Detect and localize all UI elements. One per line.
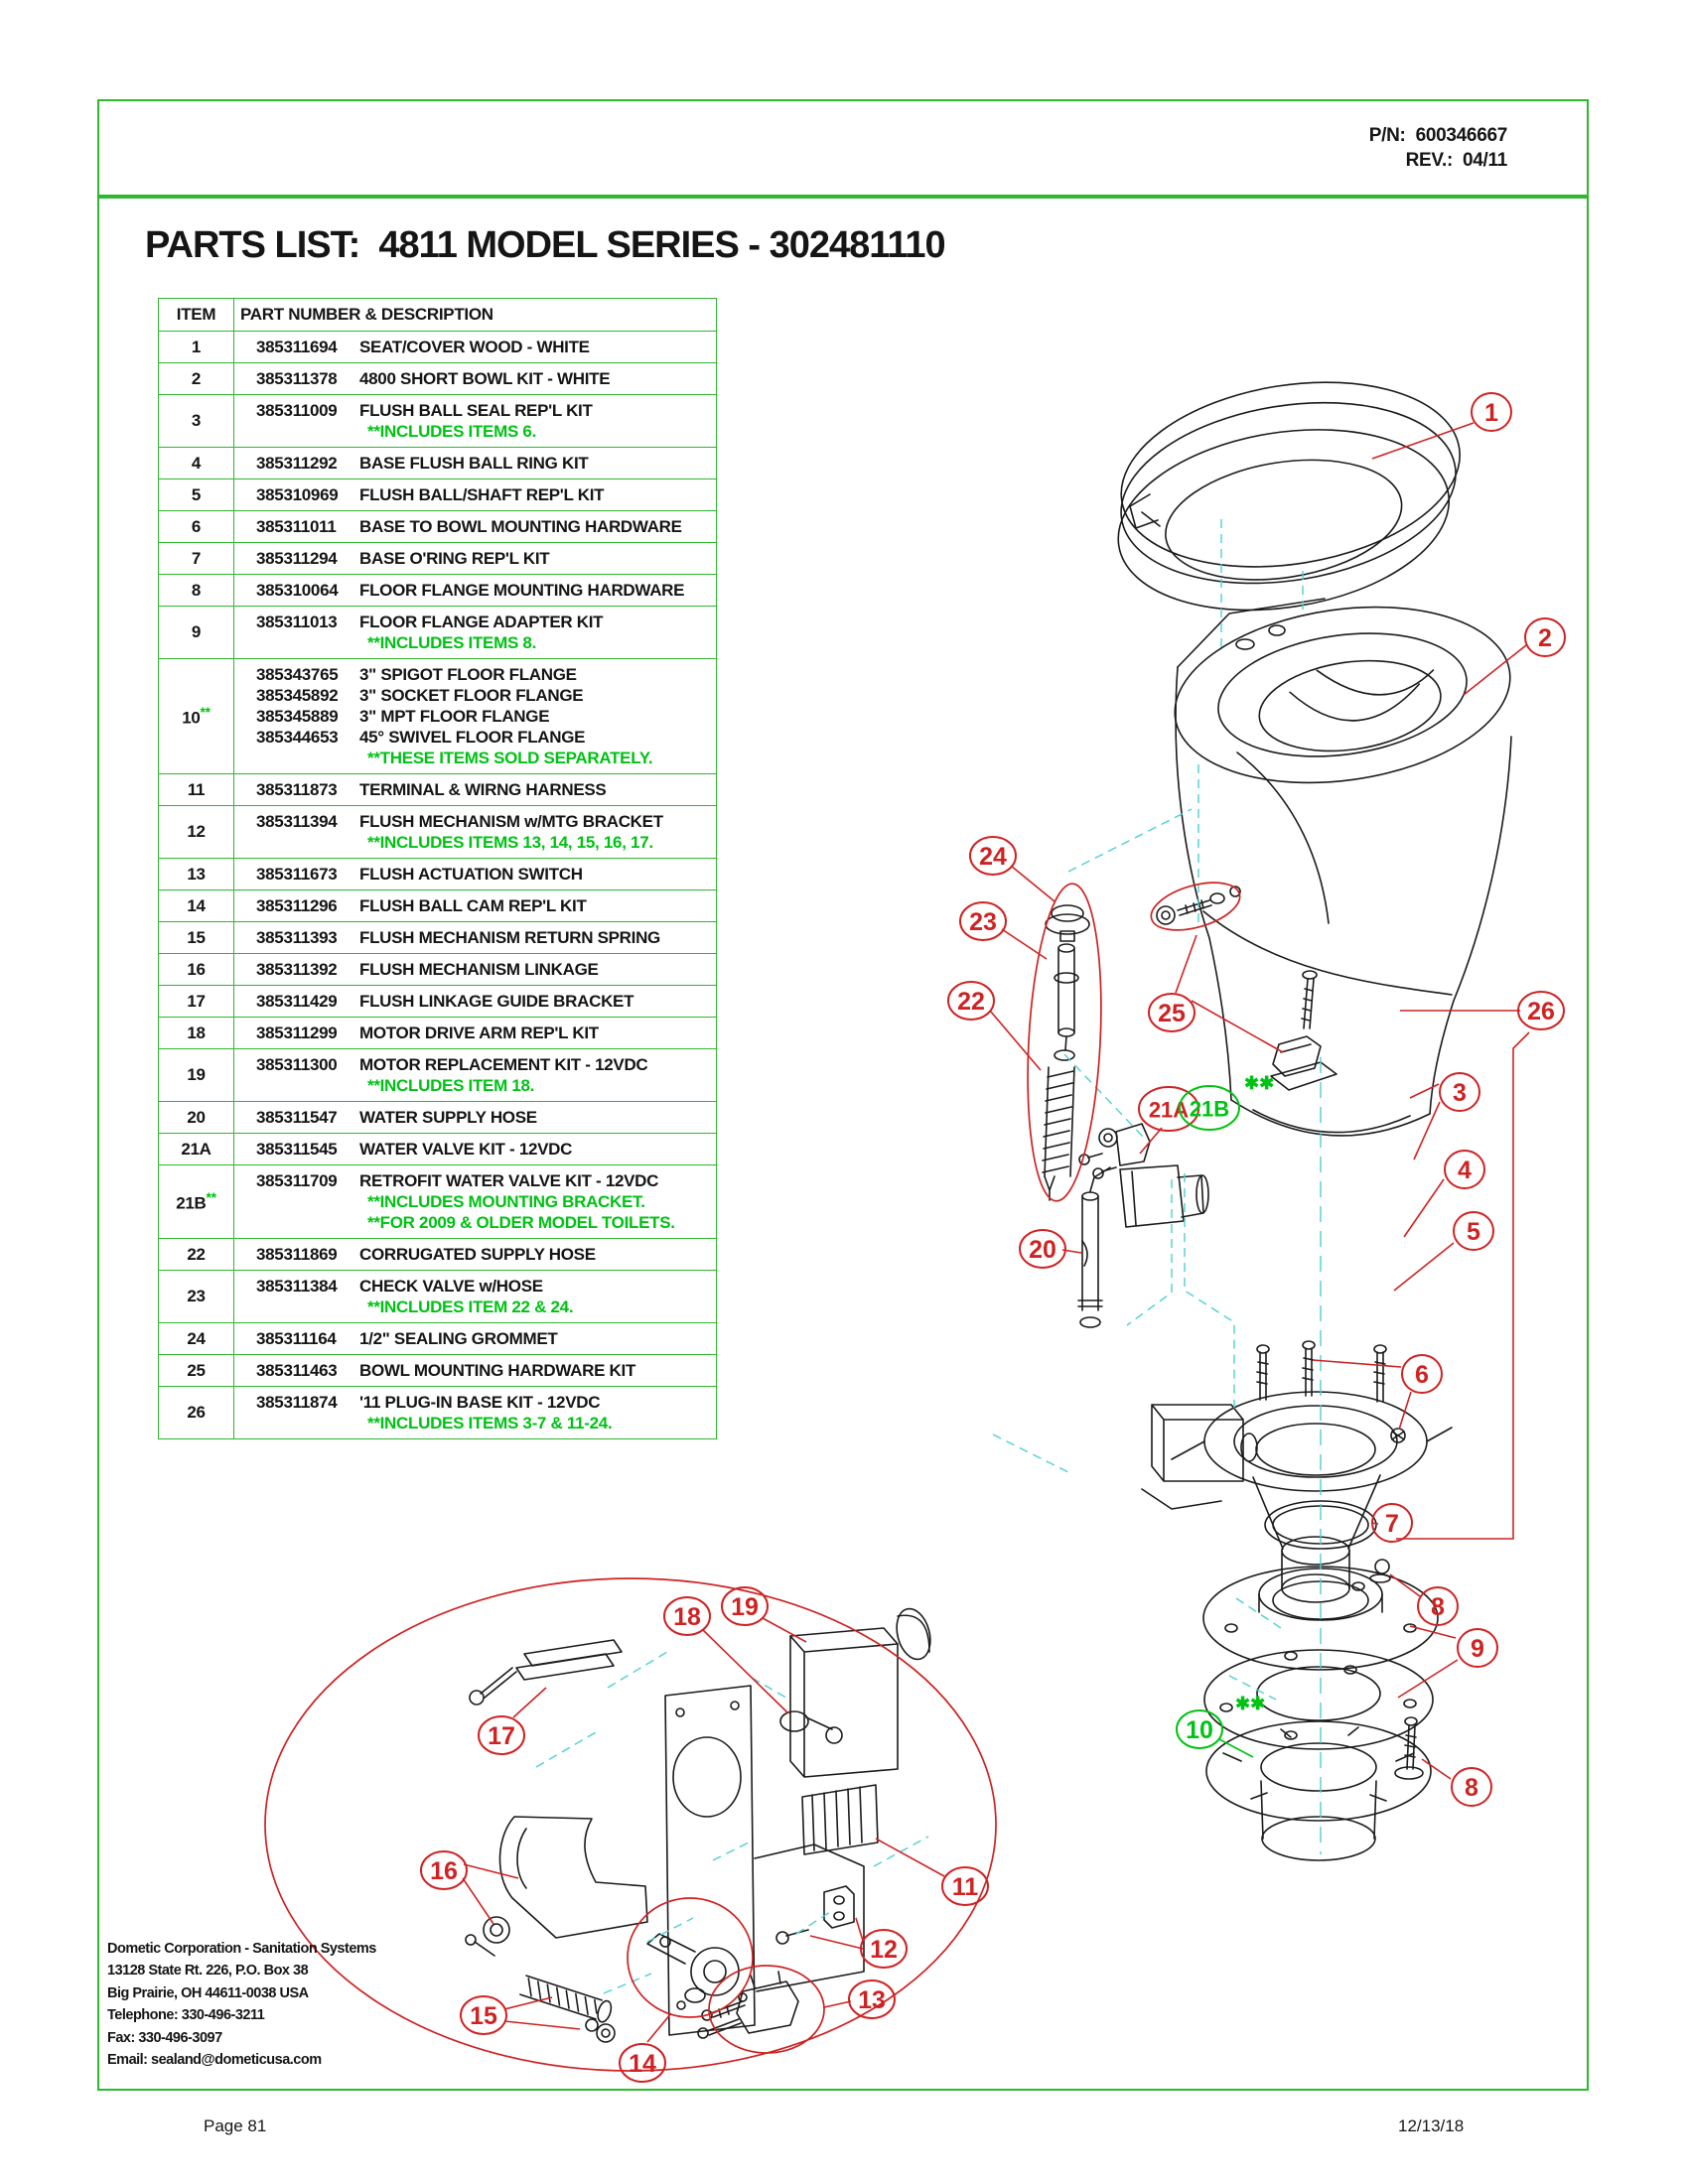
- part-description-cell: [234, 1387, 717, 1439]
- item-number-cell: 9: [159, 607, 234, 659]
- callout-number-5: 5: [1467, 1218, 1480, 1246]
- callout-number-17: 17: [488, 1722, 515, 1750]
- part-description-cell: [234, 659, 717, 774]
- part-description-cell: [234, 1134, 717, 1165]
- table-row-item-23: [159, 1271, 717, 1323]
- table-row-item-17: [159, 986, 717, 1018]
- telephone-line: Telephone: 330-496-3211: [107, 2007, 265, 2024]
- callout-number-21A: 21A: [1148, 1097, 1190, 1123]
- part-description: CHECK VALVE w/HOSE: [359, 1277, 543, 1296]
- part-description-cell: [234, 1102, 717, 1134]
- item-number-cell: 15: [159, 922, 234, 954]
- part-number: 385311463: [256, 1361, 338, 1380]
- part-description: WATER VALVE KIT - 12VDC: [359, 1140, 573, 1159]
- rev-label: REV.:: [1405, 150, 1453, 171]
- part-note: **INCLUDES ITEMS 13, 14, 15, 16, 17.: [367, 833, 653, 852]
- part-description: FLOOR FLANGE MOUNTING HARDWARE: [359, 581, 685, 600]
- callout-number-8: 8: [1431, 1593, 1445, 1621]
- table-row-item-20: [159, 1102, 717, 1134]
- part-description: FLUSH LINKAGE GUIDE BRACKET: [359, 992, 634, 1011]
- part-description: FLUSH MECHANISM w/MTG BRACKET: [359, 812, 663, 831]
- part-number: 385311164: [256, 1329, 337, 1348]
- part-description: RETROFIT WATER VALVE KIT - 12VDC: [359, 1171, 659, 1190]
- part-number: 385344653: [256, 728, 339, 747]
- item-number-cell: 7: [159, 543, 234, 575]
- part-description: TERMINAL & WIRNG HARNESS: [359, 780, 607, 799]
- table-row-item-7: [159, 543, 717, 575]
- callout-number-9: 9: [1471, 1635, 1484, 1663]
- callout-number-2: 2: [1538, 624, 1552, 652]
- part-number: 385345889: [256, 707, 339, 726]
- table-row-item-22: [159, 1239, 717, 1271]
- part-number: 385311394: [256, 812, 338, 831]
- callout-number-21B: 21B: [1189, 1096, 1230, 1122]
- part-description: 3" MPT FLOOR FLANGE: [359, 707, 550, 726]
- part-number: 385311873: [256, 780, 338, 799]
- address-line-2: Big Prairie, OH 44611-0038 USA: [107, 1984, 309, 2001]
- part-number: 385343765: [256, 665, 339, 684]
- table-row-item-13: [159, 859, 717, 890]
- part-number: 385310969: [256, 485, 339, 504]
- item-number-cell: 5: [159, 479, 234, 511]
- part-description-cell: [234, 363, 717, 395]
- part-description: CORRUGATED SUPPLY HOSE: [359, 1245, 596, 1264]
- table-row-item-11: [159, 774, 717, 806]
- part-note: **INCLUDES ITEMS 3-7 & 11-24.: [367, 1414, 613, 1433]
- table-row-item-14: [159, 890, 717, 922]
- part-description-cell: [234, 1271, 717, 1323]
- table-row-item-21A: [159, 1134, 717, 1165]
- part-description-cell: [234, 1018, 717, 1049]
- table-row-item-26: [159, 1387, 717, 1439]
- part-description: 3" SOCKET FLOOR FLANGE: [359, 686, 584, 705]
- column-header-description: PART NUMBER & DESCRIPTION: [234, 299, 717, 332]
- item-number-cell: 14: [159, 890, 234, 922]
- part-description: WATER SUPPLY HOSE: [359, 1108, 537, 1127]
- rev-value: 04/11: [1463, 150, 1507, 171]
- pn-label: P/N:: [1368, 125, 1406, 146]
- part-description: FLUSH BALL/SHAFT REP'L KIT: [359, 485, 605, 504]
- callout-number-22: 22: [957, 988, 985, 1016]
- part-description: FLUSH BALL SEAL REP'L KIT: [359, 401, 593, 420]
- part-note: **INCLUDES MOUNTING BRACKET.: [367, 1192, 645, 1211]
- part-description-cell: [234, 806, 717, 859]
- table-row-item-5: [159, 479, 717, 511]
- document-date: 12/13/18: [1398, 2116, 1465, 2135]
- callout-asterisks-10: ✱✱: [1235, 1694, 1266, 1713]
- part-number: 385311545: [256, 1140, 338, 1159]
- callout-number-13: 13: [858, 1986, 886, 2014]
- callout-number-8: 8: [1465, 1774, 1478, 1802]
- callout-number-24: 24: [979, 843, 1007, 871]
- table-row-item-25: [159, 1355, 717, 1387]
- part-description: BASE FLUSH BALL RING KIT: [359, 454, 589, 473]
- item-number-cell: 6: [159, 511, 234, 543]
- part-description-cell: [234, 954, 717, 986]
- part-description-cell: [234, 1355, 717, 1387]
- callout-number-11: 11: [951, 1873, 979, 1901]
- part-number: 385311874: [256, 1393, 338, 1412]
- table-row-item-18: [159, 1018, 717, 1049]
- table-row-item-21B: [159, 1165, 717, 1239]
- part-description-cell: [234, 986, 717, 1018]
- part-number: 385310064: [256, 581, 339, 600]
- pn-value: 600346667: [1415, 125, 1507, 146]
- item-number-cell: 10**: [159, 659, 234, 774]
- part-note: **INCLUDES ITEM 22 & 24.: [367, 1297, 574, 1316]
- item-number-cell: 20: [159, 1102, 234, 1134]
- part-description-cell: [234, 479, 717, 511]
- address-line-1: 13128 State Rt. 226, P.O. Box 38: [107, 1963, 309, 1979]
- item-number-cell: 11: [159, 774, 234, 806]
- part-number: 385311673: [256, 865, 338, 884]
- company-name: Dometic Corporation - Sanitation Systems: [107, 1941, 376, 1957]
- part-description-cell: [234, 395, 717, 448]
- part-description-cell: [234, 448, 717, 479]
- callout-number-10: 10: [1186, 1716, 1213, 1744]
- part-description: SEAT/COVER WOOD - WHITE: [359, 338, 590, 356]
- part-note: **INCLUDES ITEM 18.: [367, 1076, 535, 1095]
- page-number: Page 81: [204, 2116, 267, 2135]
- table-row-item-3: [159, 395, 717, 448]
- table-row-item-4: [159, 448, 717, 479]
- table-header-row: [159, 299, 717, 332]
- part-number: 385311296: [256, 896, 338, 915]
- callout-number-3: 3: [1453, 1079, 1467, 1107]
- table-row-item-24: [159, 1323, 717, 1355]
- part-description-cell: [234, 511, 717, 543]
- header-box: [97, 99, 1589, 197]
- callout-number-4: 4: [1458, 1157, 1472, 1184]
- part-number: 385311384: [256, 1277, 338, 1296]
- part-description: '11 PLUG-IN BASE KIT - 12VDC: [359, 1393, 601, 1412]
- item-number-cell: 17: [159, 986, 234, 1018]
- part-number: 385311429: [256, 992, 338, 1011]
- item-number-cell: 3: [159, 395, 234, 448]
- parts-table: [158, 298, 717, 1439]
- part-note: **THESE ITEMS SOLD SEPARATELY.: [367, 749, 653, 767]
- table-row-item-9: [159, 607, 717, 659]
- callout-number-1: 1: [1484, 399, 1498, 427]
- item-number-cell: 8: [159, 575, 234, 607]
- item-number-cell: 16: [159, 954, 234, 986]
- part-description: MOTOR REPLACEMENT KIT - 12VDC: [359, 1055, 648, 1074]
- part-number-block: [1369, 123, 1507, 173]
- part-description: 4800 SHORT BOWL KIT - WHITE: [359, 369, 611, 388]
- part-description: FLUSH MECHANISM LINKAGE: [359, 960, 599, 979]
- part-number: 385311869: [256, 1245, 338, 1264]
- callout-number-26: 26: [1527, 998, 1555, 1025]
- item-number-cell: 19: [159, 1049, 234, 1102]
- part-number: 385311013: [256, 613, 338, 631]
- table-row-item-1: [159, 332, 717, 363]
- table-row-item-10: [159, 659, 717, 774]
- table-row-item-19: [159, 1049, 717, 1102]
- part-number: 385311694: [256, 338, 338, 356]
- green-asterisks: **: [206, 1189, 216, 1206]
- part-description-cell: [234, 1165, 717, 1239]
- callout-number-14: 14: [629, 2050, 656, 2078]
- part-description-cell: [234, 890, 717, 922]
- callout-number-23: 23: [969, 908, 997, 936]
- part-description: FLUSH MECHANISM RETURN SPRING: [359, 928, 660, 947]
- callout-number-6: 6: [1415, 1361, 1429, 1389]
- item-number-cell: 22: [159, 1239, 234, 1271]
- callout-number-20: 20: [1029, 1236, 1056, 1264]
- part-note: **INCLUDES ITEMS 6.: [367, 422, 536, 441]
- item-number-cell: 25: [159, 1355, 234, 1387]
- item-number-cell: 24: [159, 1323, 234, 1355]
- item-number-cell: 23: [159, 1271, 234, 1323]
- email-line: Email: sealand@dometicusa.com: [107, 2052, 322, 2069]
- part-number: 385311392: [256, 960, 338, 979]
- callout-number-15: 15: [470, 2002, 497, 2030]
- part-description-cell: [234, 859, 717, 890]
- part-number: 385311011: [256, 517, 337, 536]
- table-row-item-12: [159, 806, 717, 859]
- callout-number-12: 12: [870, 1936, 898, 1964]
- part-note: **FOR 2009 & OLDER MODEL TOILETS.: [367, 1213, 675, 1232]
- part-description: BASE O'RING REP'L KIT: [359, 549, 550, 568]
- part-number: 385345892: [256, 686, 339, 705]
- item-number-cell: 2: [159, 363, 234, 395]
- part-number: 385311547: [256, 1108, 338, 1127]
- table-row-item-15: [159, 922, 717, 954]
- part-description-cell: [234, 575, 717, 607]
- part-number: 385311294: [256, 549, 338, 568]
- part-description-cell: [234, 1049, 717, 1102]
- item-number-cell: 4: [159, 448, 234, 479]
- table-row-item-8: [159, 575, 717, 607]
- callout-asterisks-21B: ✱✱: [1244, 1073, 1275, 1093]
- item-number-cell: 12: [159, 806, 234, 859]
- item-number-cell: 13: [159, 859, 234, 890]
- table-row-item-16: [159, 954, 717, 986]
- part-description: FLUSH ACTUATION SWITCH: [359, 865, 583, 884]
- callout-number-18: 18: [673, 1603, 701, 1631]
- page-title: PARTS LIST: 4811 MODEL SERIES - 302481110: [145, 224, 945, 266]
- part-description-cell: [234, 543, 717, 575]
- callout-number-16: 16: [430, 1857, 458, 1885]
- part-description: 45° SWIVEL FLOOR FLANGE: [359, 728, 586, 747]
- part-description-cell: [234, 1239, 717, 1271]
- green-asterisks: **: [200, 704, 211, 721]
- part-number: 385311009: [256, 401, 338, 420]
- callout-number-25: 25: [1158, 1000, 1186, 1027]
- part-description-cell: [234, 332, 717, 363]
- part-number: 385311299: [256, 1024, 338, 1042]
- callout-number-19: 19: [731, 1593, 759, 1621]
- callout-number-7: 7: [1385, 1510, 1399, 1538]
- item-number-cell: 1: [159, 332, 234, 363]
- part-description: FLOOR FLANGE ADAPTER KIT: [359, 613, 604, 631]
- item-number-cell: 18: [159, 1018, 234, 1049]
- table-row-item-2: [159, 363, 717, 395]
- part-number: 385311300: [256, 1055, 338, 1074]
- item-number-cell: 21B**: [159, 1165, 234, 1239]
- part-description: 3" SPIGOT FLOOR FLANGE: [359, 665, 577, 684]
- part-description: FLUSH BALL CAM REP'L KIT: [359, 896, 587, 915]
- part-description-cell: [234, 1323, 717, 1355]
- part-description: 1/2" SEALING GROMMET: [359, 1329, 558, 1348]
- item-number-cell: 26: [159, 1387, 234, 1439]
- part-number: 385311378: [256, 369, 338, 388]
- fax-line: Fax: 330-496-3097: [107, 2029, 222, 2046]
- table-row-item-6: [159, 511, 717, 543]
- part-number: 385311709: [256, 1171, 338, 1190]
- item-number-cell: 21A: [159, 1134, 234, 1165]
- part-description: BASE TO BOWL MOUNTING HARDWARE: [359, 517, 682, 536]
- part-description: BOWL MOUNTING HARDWARE KIT: [359, 1361, 636, 1380]
- company-address-block: [107, 1938, 376, 2071]
- part-number: 385311292: [256, 454, 338, 473]
- column-header-item: ITEM: [159, 299, 234, 332]
- part-description-cell: [234, 774, 717, 806]
- part-note: **INCLUDES ITEMS 8.: [367, 633, 536, 652]
- part-number: 385311393: [256, 928, 338, 947]
- part-description: MOTOR DRIVE ARM REP'L KIT: [359, 1024, 599, 1042]
- part-description-cell: [234, 922, 717, 954]
- part-description-cell: [234, 607, 717, 659]
